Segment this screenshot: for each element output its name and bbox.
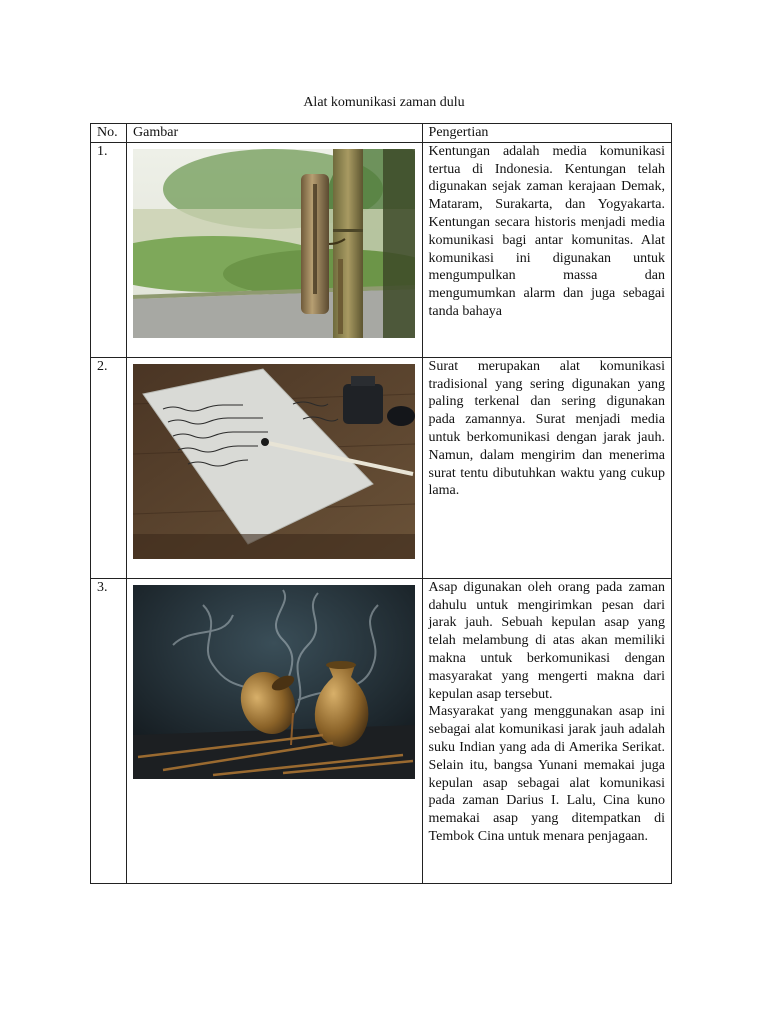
smoke-photo: [133, 585, 415, 779]
description-paragraph: Asap digunakan oleh orang pada zaman dahulu untuk mengirimkan pesan dari jarak jauh. Sebuah kepulan asap yang telah melambung di atas akan memiliki makna untuk berkomunikasi dengan masyarakat yang mengerti makna dari kepulan asap tersebut.: [428, 579, 665, 702]
row-description: [422, 142, 671, 357]
header-image: Gambar: [127, 124, 423, 143]
row-number: 1.: [91, 142, 127, 357]
table-row: [91, 578, 672, 883]
communication-table: [90, 123, 672, 884]
description-paragraph: Surat merupakan alat komunikasi tradisional yang sering digunakan yang paling terkenal dan sering digunakan pada zamannya. Surat menjadi media untuk berkomunikasi dengan jarak jauh. Namun, dalam mengirim dan menerima surat tentu dibutuhkan waktu yang cukup lama.: [428, 358, 665, 499]
row-description: [422, 357, 671, 578]
header-no: No.: [91, 124, 127, 143]
header-desc: Pengertian: [422, 124, 671, 143]
table-row: [91, 357, 672, 578]
page-title: Alat komunikasi zaman dulu: [303, 95, 465, 110]
kentungan-photo: [133, 149, 415, 338]
letter-photo: [133, 364, 415, 559]
description-paragraph: Masyarakat yang menggunakan asap ini sebagai alat komunikasi jarak jauh adalah suku Indian yang ada di Amerika Serikat. Selain itu, bangsa Yunani memakai juga kepulan asap sebagai alat komunikasi pada zaman Darius I. Lalu, Cina kuno memakai asap yang ditempatkan di Tembok Cina untuk menara penjagaan.: [428, 704, 665, 844]
row-image-cell: [127, 578, 423, 883]
row-image-cell: [127, 142, 423, 357]
table-header-row: [91, 124, 672, 143]
row-image-cell: [127, 357, 423, 578]
row-number: 2.: [91, 357, 127, 578]
row-number: 3.: [91, 578, 127, 883]
description-paragraph: Kentungan adalah media komunikasi tertua di Indonesia. Kentungan telah digunakan sejak zaman kerajaan Demak, Mataram, Surakarta, dan Yogyakarta. Kentungan secara historis menjadi media komunikasi bagi antar komunitas. Alat komunikasi ini digunakan untuk mengumpulkan massa dan mengumumkan alarm dan juga sebagai tanda bahaya: [428, 143, 665, 319]
row-description: [422, 578, 671, 883]
table-row: [91, 142, 672, 357]
